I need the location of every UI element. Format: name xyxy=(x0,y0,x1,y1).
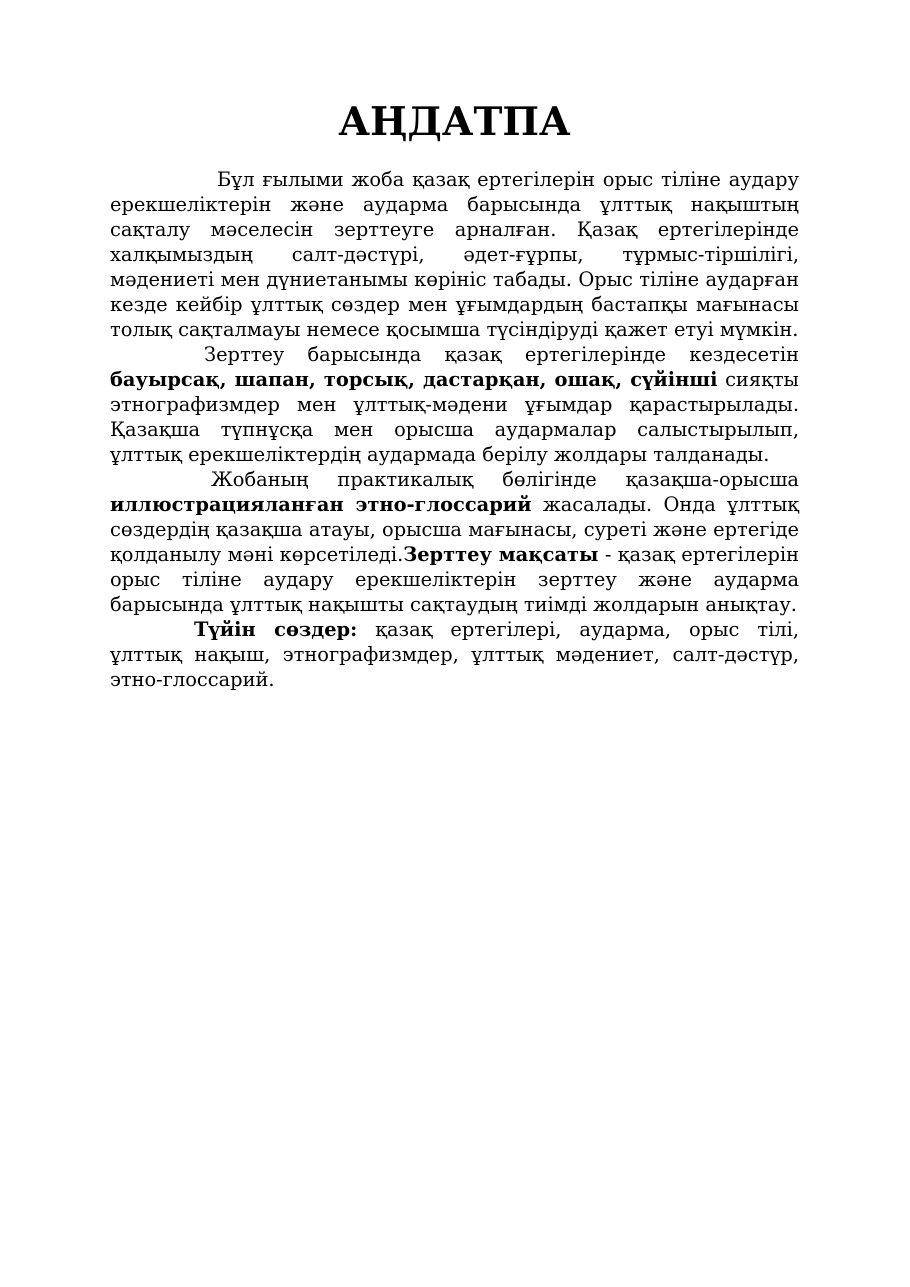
paragraph-3-middle: жасалады. Онда ұлттық сөздердің қазақша атауы, орысша мағынасы, суреті және ертегіде қолданылу мәні көрсетіледі. xyxy=(110,493,800,566)
paragraph-2-intro: Зерттеу барысында қазақ ертегілерінде кездесетін xyxy=(204,343,799,366)
document-body xyxy=(110,100,800,692)
keywords-label: Түйін сөздер: xyxy=(194,618,358,641)
paragraph-3-intro: Жобаның практикалық бөлігінде қазақша-орысша xyxy=(211,468,799,491)
keywords-text: қазақ ертегілері, аударма, орыс тілі, ұлттық нақыш, этнографизмдер, ұлттық мәдениет, салт-дәстүр, этно-глоссарий. xyxy=(110,618,799,691)
paragraph-3-rest: - қазақ ертегілерін орыс тіліне аудару ерекшеліктерін зерттеу және аударма барысында ұлттық нақышты сақтаудың тиімді жолдарын анықтау. xyxy=(110,543,799,616)
paragraph-2-rest: сияқты этнографизмдер мен ұлттық-мәдени ұғымдар қарастырылады. Қазақша түпнұсқа мен орысша аудармалар салыстырылып, ұлттық ерекшеліктердің аудармада берілу жолдары талданады. xyxy=(110,368,799,466)
glossary-term: иллюстрацияланған этно-глоссарий xyxy=(110,493,532,516)
abstract-paragraph-2 xyxy=(110,342,799,467)
ethnographisms-list: бауырсақ, шапан, торсық, дастарқан, ошақ, сүйінші xyxy=(110,368,718,391)
page-title: АҢДАТПА xyxy=(338,100,571,145)
keywords-paragraph xyxy=(110,617,799,692)
abstract-paragraph-1: Бұл ғылыми жоба қазақ ертегілерін орыс тіліне аудару ерекшеліктерін және аударма барысында ұлттық нақыштың сақталу мәселесін зерттеуге арналған. Қазақ ертегілерінде халқымыздың салт-дәстүрі, әдет-ғұрпы, тұрмыс-тіршілігі, мәдениеті мен дүниетанымы көрініс табады. Орыс тіліне аударған кезде кейбір ұлттық сөздер мен ұғымдардың бастапқы мағынасы толық сақталмауы немесе қосымша түсіндіруді қажет етуі мүмкін. xyxy=(110,168,799,341)
research-goal-label: Зерттеу мақсаты xyxy=(403,543,599,566)
abstract-paragraph-3 xyxy=(110,467,799,617)
